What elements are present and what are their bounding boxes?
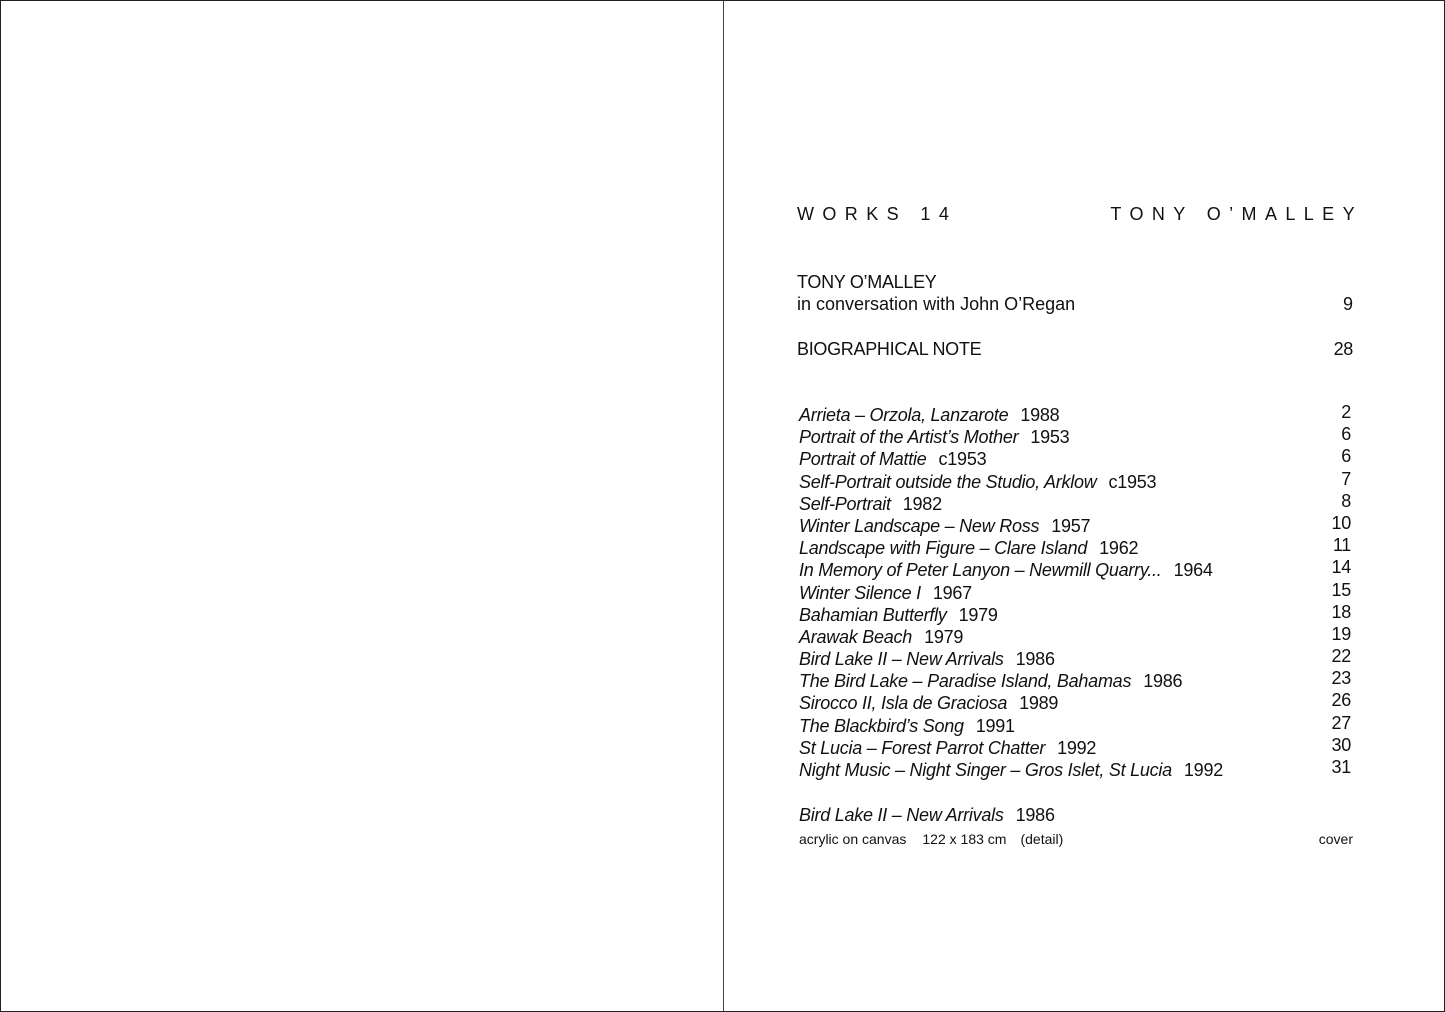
plate-year: 1989 [1019, 693, 1059, 714]
plate-year: 1979 [958, 604, 998, 625]
biography-entry [797, 339, 1353, 360]
plate-year: 1953 [1030, 427, 1070, 448]
plate-entry [799, 579, 1351, 604]
plate-entry [799, 490, 1351, 515]
plate-entry [799, 426, 1351, 448]
plate-entry [799, 537, 1351, 559]
plate-year: 1992 [1057, 737, 1097, 758]
plate-entry [799, 712, 1351, 737]
plate-year: c1953 [1108, 471, 1157, 492]
artist-title: TONY O’MALLEY [1110, 204, 1363, 224]
plate-title: Bird Lake II – New Arrivals [799, 649, 1004, 670]
plate-entry [799, 692, 1351, 714]
plate-page: 7 [1341, 468, 1351, 489]
plate-page: 10 [1331, 512, 1351, 533]
plate-title: Arrieta – Orzola, Lanzarote [799, 405, 1009, 425]
interview-subtitle: in conversation with John O’Regan [797, 294, 1076, 314]
plate-title: Self-Portrait [799, 493, 891, 514]
plate-entry [799, 448, 1351, 470]
plate-year: 1991 [975, 715, 1015, 736]
plate-page: 23 [1331, 668, 1351, 689]
plate-page: 6 [1341, 424, 1351, 445]
plate-title: Portrait of the Artist’s Mother [799, 427, 1019, 448]
cover-medium: acrylic on canvas [799, 831, 907, 847]
plate-year: 1982 [902, 493, 942, 514]
cover-plate-title [799, 805, 1055, 826]
left-page-blank [1, 1, 723, 1011]
plate-entry [799, 734, 1351, 759]
plate-page: 30 [1331, 734, 1351, 755]
cover-detail: (detail) [1020, 831, 1064, 847]
plate-entry [799, 404, 1351, 426]
plate-page: 15 [1331, 579, 1351, 600]
plate-entry [799, 759, 1351, 781]
plate-page: 26 [1331, 690, 1351, 711]
plate-title: Winter Landscape – New Ross [799, 515, 1040, 536]
plate-title: The Bird Lake – Paradise Island, Bahamas [799, 671, 1132, 692]
plate-page: 27 [1331, 712, 1351, 733]
plate-title: Arawak Beach [799, 626, 913, 647]
plate-title: Portrait of Mattie [799, 449, 927, 470]
plate-page: 2 [1341, 402, 1351, 422]
plate-entry [799, 623, 1351, 648]
plate-title: Landscape with Figure – Clare Island [799, 538, 1088, 559]
plate-page: 6 [1341, 446, 1351, 467]
plate-page: 22 [1331, 646, 1351, 667]
plate-year: 1964 [1173, 560, 1213, 581]
plate-entry [799, 559, 1351, 581]
plate-title: Winter Silence I [799, 582, 921, 603]
plate-title: St Lucia – Forest Parrot Chatter [799, 737, 1046, 758]
plate-page: 31 [1331, 757, 1351, 777]
plate-page: 14 [1331, 557, 1351, 578]
series-title: WORKS 14 [797, 204, 958, 224]
running-header [797, 204, 1363, 228]
plate-page: 19 [1331, 623, 1351, 644]
plate-title: Self-Portrait outside the Studio, Arklow [799, 471, 1097, 492]
plate-year: 1986 [1015, 649, 1055, 670]
cover-size: 122 x 183 cm [922, 831, 1007, 847]
interview-title: TONY O’MALLEY [797, 272, 937, 292]
plate-year: 1988 [1020, 405, 1060, 425]
plate-title: The Blackbird’s Song [799, 715, 964, 736]
cover-title-text: Bird Lake II – New Arrivals [799, 805, 1004, 825]
biography-page: 28 [1333, 339, 1353, 359]
plate-year: c1953 [938, 449, 987, 470]
cover-page: cover [1318, 831, 1353, 847]
plate-year: 1967 [932, 582, 972, 603]
interview-page: 9 [1342, 294, 1353, 314]
plate-list [799, 404, 1351, 781]
plate-title: In Memory of Peter Lanyon – Newmill Quarry... [799, 560, 1162, 581]
plate-entry [799, 601, 1351, 626]
plate-page: 8 [1341, 490, 1351, 511]
cover-plate-details [799, 831, 1353, 847]
biography-title: BIOGRAPHICAL NOTE [797, 339, 982, 359]
contents-page [724, 1, 1444, 1011]
plate-year: 1986 [1143, 671, 1183, 692]
plate-entry [799, 468, 1351, 493]
plate-title: Night Music – Night Singer – Gros Islet, St Lucia [799, 760, 1172, 780]
plate-year: 1979 [924, 626, 964, 647]
plate-title: Bahamian Butterfly [799, 604, 947, 625]
plate-year: 1992 [1183, 760, 1223, 780]
interview-entry [797, 294, 1353, 315]
plate-entry [799, 670, 1351, 692]
plate-year: 1957 [1051, 515, 1091, 536]
plate-entry [799, 512, 1351, 537]
plate-year: 1962 [1099, 538, 1139, 559]
cover-year: 1986 [1015, 805, 1055, 825]
plate-page: 11 [1332, 535, 1351, 556]
plate-entry [799, 648, 1351, 670]
plate-title: Sirocco II, Isla de Graciosa [799, 693, 1008, 714]
plate-page: 18 [1331, 601, 1351, 622]
